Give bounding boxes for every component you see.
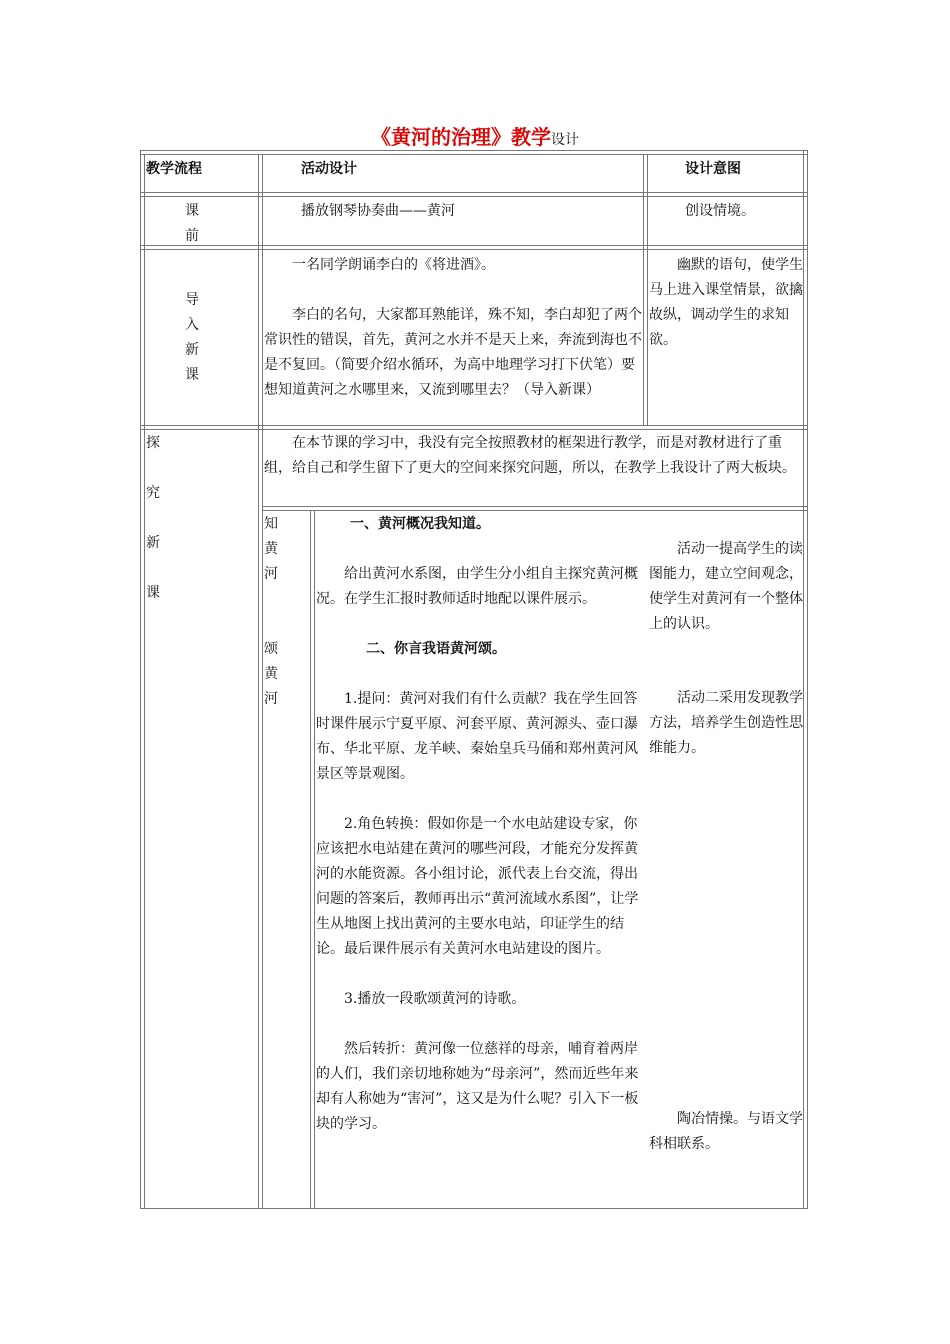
title-main: 《黄河的治理》教学 [371,125,551,149]
header-intent: 设计意图 [685,161,741,177]
header-process: 教学流程 [146,161,202,177]
part2-item-1: 1.提问：黄河对我们有什么贡献？我在学生回答时课件展示宁夏平原、河套平原、黄河源头、壶口瀑布、华北平原、龙羊峡、秦始皇兵马俑和郑州黄河风景区等景观图。 [316,691,638,782]
stage-intro: 导 入 新 课 [185,292,199,383]
title-suffix: 设计 [551,132,579,148]
part1-text: 给出黄河水系图，由学生分小组自主探究黄河概况。在学生汇报时教师适时地配以课件展示。 [316,566,638,607]
part1-title: 一、黄河概况我知道。 [350,516,490,532]
part2-title: 二、你言我语黄河颂。 [366,641,506,657]
intent-before-class: 创设情境。 [685,203,755,219]
intent-intro: 幽默的语句，使学生马上进入课堂情景，欲擒故纵，调动学生的求知欲。 [649,257,803,348]
header-activity: 活动设计 [301,161,357,177]
part2-item-3: 3.播放一段歌颂黄河的诗歌。 [344,991,526,1007]
sub-label-praise-yellow-river: 颂 黄 河 [264,641,278,707]
intent-activity-3: 陶冶情操。与语文学科相联系。 [649,1111,803,1152]
intent-activity-2: 活动二采用发现教学方法，培养学生创造性思维能力。 [649,690,803,756]
part2-item-2: 2.角色转换：假如你是一个水电站建设专家，你应该把水电站建在黄河的哪些河段，才能充分发挥黄河的水能资源。各小组讨论，派代表上台交流，得出问题的答案后，教师再出示“黄河流域水系图”，让学生从地图上找出黄河的主要水电站，印证学生的结论。最后课件展示有关黄河水电站建设的图片。 [316,816,639,957]
activity-intro [264,253,642,403]
stage-before-class: 课 前 [185,203,199,244]
intro-recitation: 一名同学朗诵李白的《将进酒》。 [292,257,495,273]
intent-activity-1: 活动一提高学生的读图能力，建立空间观念，使学生对黄河有一个整体上的认识。 [649,541,803,632]
intro-explanation: 李白的名句，大家都耳熟能详，殊不知，李白却犯了两个常识性的错误，首先，黄河之水并不是天上来，奔流到海也不是不复回。（简要介绍水循环，为高中地理学习打下伏笔）要想知道黄河之水哪里来，又流到哪里去？（导入新课） [264,307,642,398]
stage-explore: 探 究 新 课 [146,435,160,601]
explore-activities [316,512,643,1137]
activity-before-class: 播放钢琴协奏曲——黄河 [301,203,455,219]
part2-item-4: 然后转折：黄河像一位慈祥的母亲，哺育着两岸的人们，我们亲切地称她为“母亲河”，然而近些年来却有人称她为“害河”，这又是为什么呢？引入下一板块的学习。 [316,1041,639,1132]
sub-label-know-yellow-river: 知 黄 河 [264,516,278,582]
explore-overview: 在本节课的学习中，我没有完全按照教材的框架进行教学，而是对教材进行了重组，给自己和学生留下了更大的空间来探究问题，所以，在教学上我设计了两大板块。 [264,435,796,476]
